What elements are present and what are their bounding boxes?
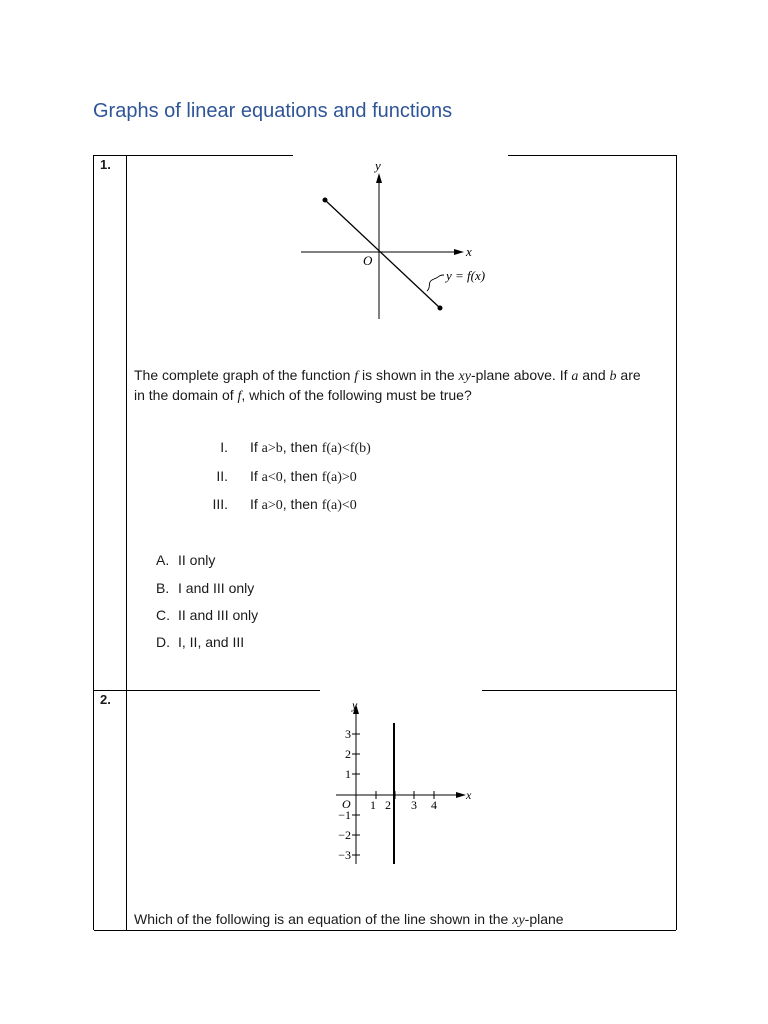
y-axis-label: y bbox=[375, 158, 381, 173]
endpoint-left bbox=[323, 198, 328, 203]
origin-label: O bbox=[363, 253, 373, 268]
question-row-1 bbox=[94, 155, 676, 690]
answer-choice-c[interactable]: C. II and III only bbox=[156, 607, 259, 623]
curve-label: y = f(x) bbox=[446, 268, 486, 283]
statement-3: If a>0, then f(a)<0 bbox=[250, 496, 357, 513]
statement-1: If a>b, then f(a)<f(b) bbox=[250, 439, 371, 456]
statement-numeral: III. bbox=[212, 496, 228, 512]
endpoint-right bbox=[438, 306, 443, 311]
answer-choice-a[interactable]: A. II only bbox=[156, 552, 216, 568]
x-axis-label: x bbox=[466, 788, 472, 802]
function-graph bbox=[294, 157, 514, 327]
question-table bbox=[93, 155, 677, 930]
y-tick-label: −2 bbox=[338, 828, 351, 842]
x-axis-label: x bbox=[466, 244, 472, 259]
y-tick-label: 2 bbox=[345, 747, 351, 761]
question-number: 1. bbox=[100, 157, 111, 172]
x-tick-label: 4 bbox=[431, 798, 437, 812]
y-tick-label: −3 bbox=[338, 848, 351, 862]
answer-choice-d[interactable]: D. I, II, and III bbox=[156, 634, 245, 650]
origin-label: O bbox=[342, 797, 351, 811]
statement-numeral: I. bbox=[220, 439, 228, 455]
x-tick-label: 2 bbox=[385, 798, 391, 812]
question-number: 2. bbox=[100, 692, 111, 707]
y-tick-label: 1 bbox=[345, 767, 351, 781]
x-tick-label: 3 bbox=[411, 798, 417, 812]
answer-choice-b[interactable]: B. I and III only bbox=[156, 580, 255, 596]
question-row-2 bbox=[94, 690, 676, 931]
y-tick-label: −1 bbox=[338, 808, 351, 822]
y-axis-label: y bbox=[352, 698, 358, 712]
statement-numeral: II. bbox=[216, 468, 228, 484]
statement-2: If a<0, then f(a)>0 bbox=[250, 468, 357, 485]
question-number-cell bbox=[94, 690, 127, 930]
question-number-cell bbox=[94, 155, 127, 690]
question-text: The complete graph of the function f is shown in the xy-plane above. If a and b are in the domain of f, which of the following must be true? bbox=[134, 367, 641, 404]
y-tick-label: 3 bbox=[345, 727, 351, 741]
page-title: Graphs of linear equations and functions bbox=[93, 100, 453, 122]
x-tick-label: 1 bbox=[370, 798, 376, 812]
line-graph bbox=[328, 698, 488, 873]
question-text: Which of the following is an equation of the line shown in the xy-plane bbox=[134, 911, 564, 928]
